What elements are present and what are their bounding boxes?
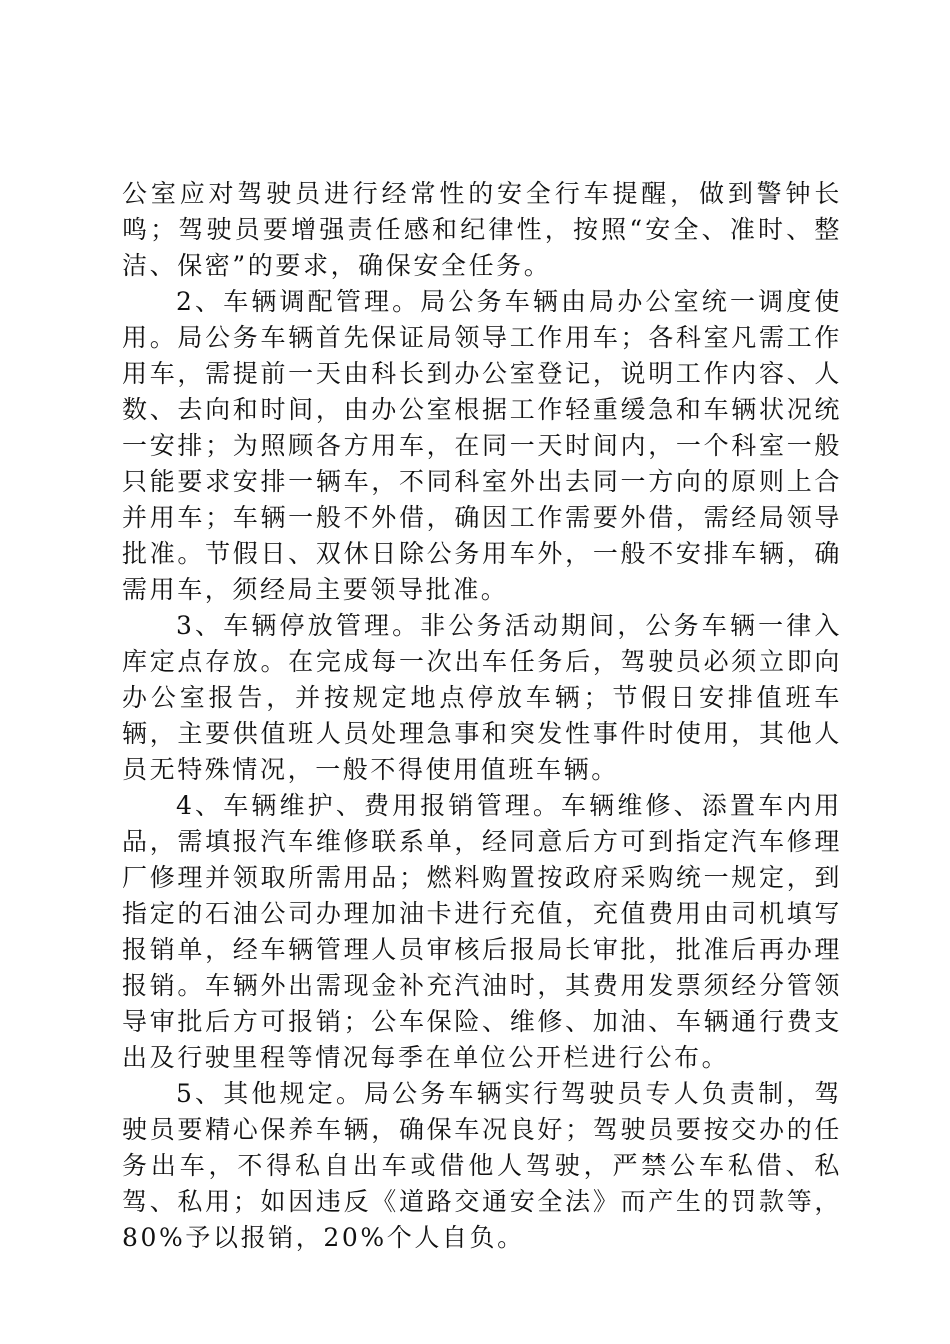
paragraph-vehicle-dispatch: 2、车辆调配管理。局公务车辆由局办公室统一调度使用。局公务车辆首先保证局领导工作用车；各科室凡需工作用车，需提前一天由科长到办公室登记，说明工作内容、人数、去向和时间，由办公室根据工作轻重缓急和车辆状况统一安排；为照顾各方用车，在同一天时间内，一个科室一般只能要求安排一辆车，不同科室外出去同一方向的原则上合并用车；车辆一般不外借，确因工作需要外借，需经局领导批准。节假日、双休日除公务用车外，一般不安排车辆，确需用车，须经局主要领导批准。: [122, 287, 842, 604]
document-body: [122, 176, 842, 1256]
paragraph-other-rules: 5、其他规定。局公务车辆实行驾驶员专人负责制，驾驶员要精心保养车辆，确保车况良好；驾驶员要按交办的任务出车，不得私自出车或借他人驾驶，严禁公车私借、私驾、私用；如因违反《道路交通安全法》而产生的罚款等，80%予以报销，20%个人自负。: [122, 1079, 842, 1252]
paragraph-continuation: 公室应对驾驶员进行经常性的安全行车提醒，做到警钟长鸣；驾驶员要增强责任感和纪律性，按照“安全、准时、整洁、保密”的要求，确保安全任务。: [122, 179, 842, 280]
paragraph-vehicle-parking: 3、车辆停放管理。非公务活动期间，公务车辆一律入库定点存放。在完成每一次出车任务后，驾驶员必须立即向办公室报告，并按规定地点停放车辆；节假日安排值班车辆，主要供值班人员处理急事和突发性事件时使用，其他人员无特殊情况，一般不得使用值班车辆。: [122, 611, 842, 784]
paragraph-maintenance-reimbursement: 4、车辆维护、费用报销管理。车辆维修、添置车内用品，需填报汽车维修联系单，经同意后方可到指定汽车修理厂修理并领取所需用品；燃料购置按政府采购统一规定，到指定的石油公司办理加油卡进行充值，充值费用由司机填写报销单，经车辆管理人员审核后报局长审批，批准后再办理报销。车辆外出需现金补充汽油时，其费用发票须经分管领导审批后方可报销；公车保险、维修、加油、车辆通行费支出及行驶里程等情况每季在单位公开栏进行公布。: [122, 791, 842, 1072]
